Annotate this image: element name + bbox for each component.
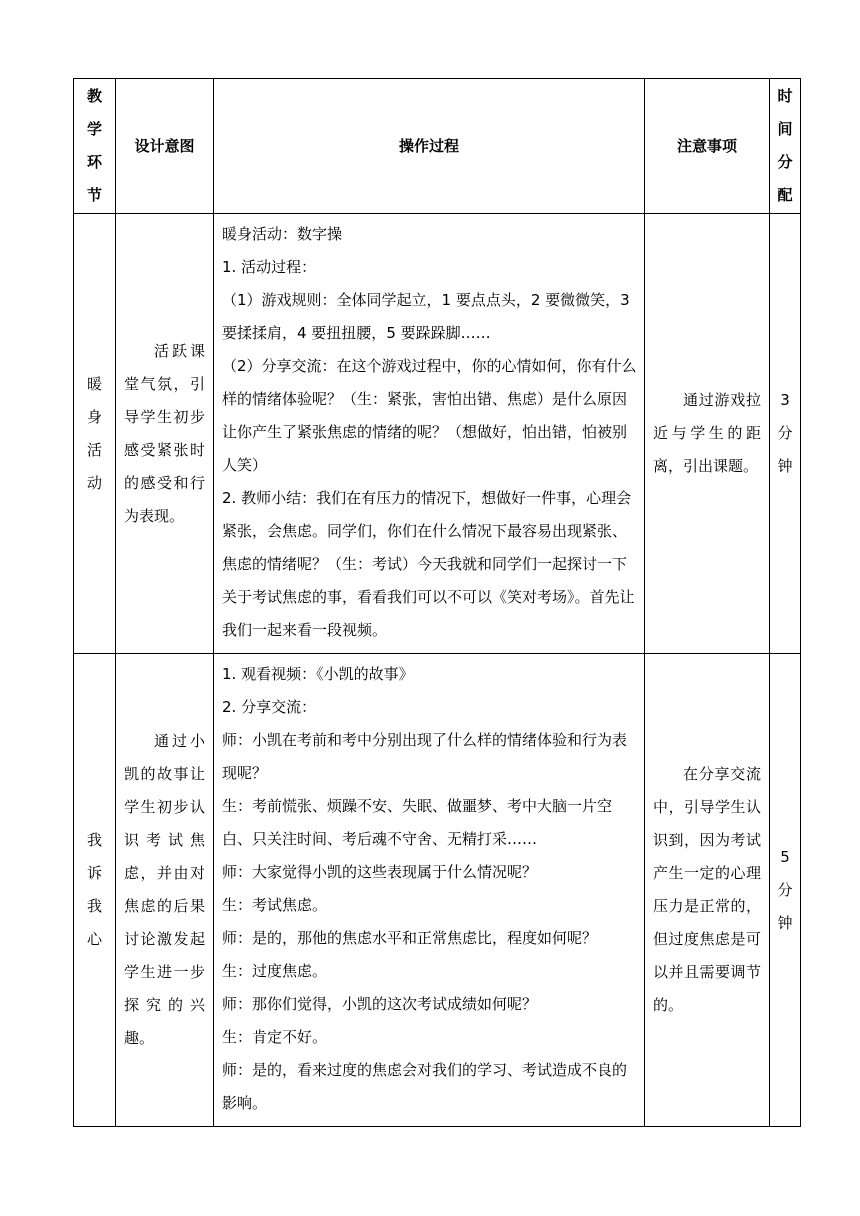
process-line: （2）分享交流：在这个游戏过程中，你的心情如何，你有什么样的情绪体验呢？（生：紧张，害怕出错、焦虑）是什么原因让你产生了紧张焦虑的情绪的呢？（想做好，怕出错，怕被别人笑） [222,357,637,474]
process-line: 生：过度焦虑。 [222,962,328,980]
header-stage-char: 节 [86,186,102,204]
header-notes: 注意事项 [645,79,770,214]
stage-char: 动 [86,473,102,492]
process-line: 师：那你们觉得，小凯的这次考试成绩如何呢？ [222,995,538,1013]
stage-cell [74,654,116,1127]
process-line: 2. 教师小结：我们在有压力的情况下，想做好一件事，心理会紧张，会焦虑。同学们，你们在什么情况下最容易出现紧张、焦虑的情绪呢？（生：考试）今天我就和同学们一起探讨一下关于考试焦虑的事，看看我们可以不可以《笑对考场》。首先让我们一起来看一段视频。 [222,489,635,639]
header-process: 操作过程 [214,79,645,214]
stage-char: 心 [86,930,102,948]
time-char: 钟 [777,913,793,932]
stage-cell [74,214,116,654]
time-char: 5 [780,847,790,866]
lesson-plan-table [73,78,801,1127]
header-time-char: 配 [777,186,793,204]
notes-cell [645,654,770,1127]
process-line: 师：大家觉得小凯的这些表现属于什么情况呢？ [222,863,538,881]
process-line: 师：小凯在考前和考中分别出现了什么样的情绪体验和行为表现呢？ [222,731,628,782]
header-stage-char: 教 [86,87,102,105]
stage-char: 我 [86,897,102,915]
process-line: （1）游戏规则：全体同学起立，1 要点点头，2 要微微笑，3 要揉揉肩，4 要扭扭腰，5 要跺跺脚…… [222,291,630,342]
process-line: 生：考前慌张、烦躁不安、失眠、做噩梦、考中大脑一片空白、只关注时间、考后魂不守舍、无精打采…… [222,797,613,848]
header-intent: 设计意图 [116,79,214,214]
time-char: 钟 [777,457,793,475]
process-line: 师：是的，那他的焦虑水平和正常焦虑比，程度如何呢？ [222,929,598,947]
intent-cell [116,214,214,654]
process-line: 1. 活动过程： [222,258,317,276]
time-char: 分 [777,424,793,442]
intent-text: 通过小凯的故事让学生初步认识考试焦虑，并由对焦虑的后果讨论激发起学生进一步探究的兴趣。 [124,732,205,1047]
time-char: 3 [780,391,790,409]
header-stage-char: 学 [86,120,102,138]
process-cell [214,214,645,654]
stage-char: 我 [86,831,102,849]
process-line: 2. 分享交流： [222,698,317,716]
header-time [770,79,801,214]
notes-text: 在分享交流中，引导学生认识到，因为考试产生一定的心理压力是正常的，但过度焦虑是可以并且需要调节的。 [653,765,761,1014]
process-line: 师：是的，看来过度的焦虑会对我们的学习、考试造成不良的影响。 [222,1061,628,1112]
notes-text: 通过游戏拉近与学生的距离，引出课题。 [653,391,761,475]
time-cell [770,654,801,1127]
time-char: 分 [777,880,793,899]
process-line: 暖身活动：数字操 [222,225,343,243]
time-cell [770,214,801,654]
stage-char: 诉 [86,864,102,882]
header-time-char: 分 [777,153,793,171]
process-line: 生：肯定不好。 [222,1028,328,1046]
process-line: 生：考试焦虑。 [222,896,328,914]
process-line: 1. 观看视频：《小凯的故事》 [222,665,414,683]
process-cell [214,654,645,1127]
stage-char: 暖 [86,374,102,393]
stage-char: 活 [86,440,102,459]
header-time-char: 间 [777,120,793,138]
header-stage-char: 环 [86,153,102,171]
header-stage [74,79,116,214]
table-row [74,214,801,654]
header-row [74,79,801,214]
intent-cell [116,654,214,1127]
header-time-char: 时 [777,87,793,105]
table-row [74,654,801,1127]
notes-cell [645,214,770,654]
stage-char: 身 [86,407,102,426]
intent-text: 活跃课堂气氛，引导学生初步感受紧张时的感受和行为表现。 [124,341,205,525]
